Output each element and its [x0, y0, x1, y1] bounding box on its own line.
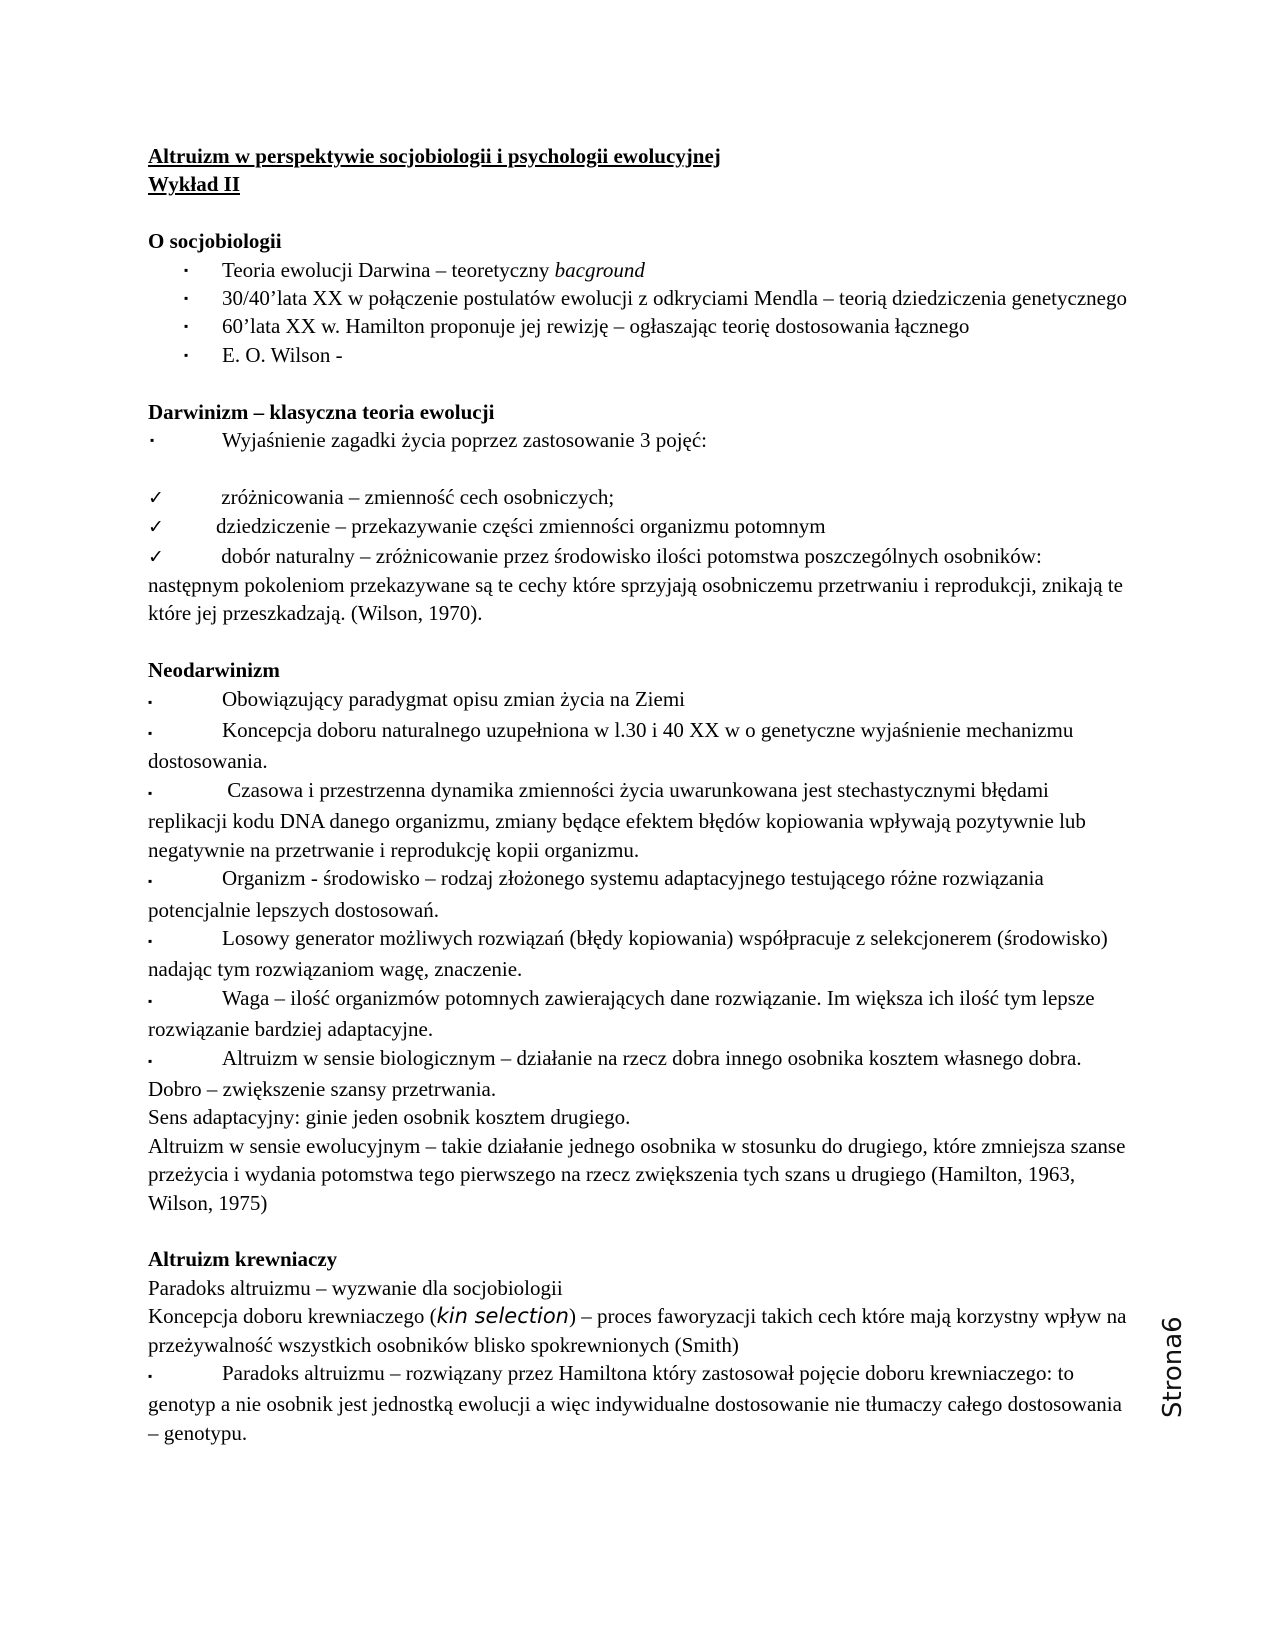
list-item: ▪ 30/40’lata XX w połączenie postulatów ewolucji z odkryciami Mendla – teorią dziedziczenia genetycznego	[222, 284, 1128, 312]
list-item: ▪ Obowiązujący paradygmat opisu zmian życia na Ziemi	[148, 685, 1128, 716]
paragraph: Koncepcja doboru krewniaczego (kin selection) – proces faworyzacji takich cech które mają korzystny wpływ na przeżywalność wszystkich osobników blisko spokrewnionych (Smith)	[148, 1304, 1127, 1357]
bullet-icon: ▪	[184, 319, 189, 334]
paragraph: Sens adaptacyjny: ginie jeden osobnik kosztem drugiego.	[148, 1105, 631, 1130]
list-item: ▪ Losowy generator możliwych rozwiązań (błędy kopiowania) współpracuje z selekcjonerem (środowisko) nadając tym rozwiązaniom wagę, znaczenie.	[148, 925, 1108, 982]
bullet-icon: ▪	[148, 1368, 153, 1383]
bullet-icon: ▪	[150, 433, 155, 448]
paragraph: Paradoks altruizmu – wyzwanie dla socjobiologii	[148, 1275, 563, 1300]
list-item: ▪ Koncepcja doboru naturalnego uzupełniona w l.30 i 40 XX w o genetyczne wyjaśnienie mechanizmu dostosowania.	[148, 718, 1074, 774]
checkmark-icon: ✓	[148, 545, 164, 568]
list-item: ▪ E. O. Wilson -	[222, 341, 1128, 369]
bullet-list-socjobiologia	[148, 256, 1128, 370]
list-item: ▪ Paradoks altruizmu – rozwiązany przez Hamiltona który zastosował pojęcie doboru krewniaczego: to genotyp a nie osobnik jest jednostką ewolucji a więc indywidualne dostosowanie nie tłumaczy całego dostosowania – genotypu.	[148, 1360, 1122, 1445]
check-item: ✓ dziedziczenie – przekazywanie części zmienności organizmu potomnym	[148, 512, 1128, 541]
checkmark-icon: ✓	[148, 486, 164, 509]
bullet-icon: ▪	[148, 694, 153, 709]
bullet-icon: ▪	[148, 993, 153, 1008]
list-item: ▪ Organizm - środowisko – rodzaj złożonego systemu adaptacyjnego testującego różne rozwiązania potencjalnie lepszych dostosowań.	[148, 866, 1044, 922]
section-heading-altruizm-krewniaczy: Altruizm krewniaczy	[148, 1247, 338, 1272]
list-item: ▪ 60’lata XX w. Hamilton proponuje jej rewizję – ogłaszając teorię dostosowania łącznego	[222, 312, 1128, 340]
bullet-icon: ▪	[184, 347, 189, 362]
list-item: ▪ Czasowa i przestrzenna dynamika zmienności życia uwarunkowana jest stechastycznymi błędami replikacji kodu DNA danego organizmu, zmiany będące efektem błędów kopiowania wpływają pozytywnie lub negatywnie na przetrwanie i reprodukcję kopii organizmu.	[148, 777, 1086, 862]
bullet-icon: ▪	[184, 262, 189, 277]
document-title: Altruizm w perspektywie socjobiologii i psychologii ewolucyjnej	[148, 144, 721, 168]
checkmark-icon: ✓	[148, 516, 164, 539]
list-item: ▪ Teoria ewolucji Darwina – teoretyczny bacground	[222, 256, 1128, 284]
bullet-icon: ▪	[148, 785, 153, 800]
bullet-icon: ▪	[148, 726, 153, 741]
section-heading-darwinizm: Darwinizm – klasyczna teoria ewolucji	[148, 399, 495, 424]
bullet-icon: ▪	[148, 1053, 153, 1068]
bullet-icon: ▪	[184, 291, 189, 306]
list-item: ▪ Wyjaśnienie zagadki życia poprzez zastosowanie 3 pojęć:	[148, 426, 1128, 454]
check-item: ✓ zróżnicowania – zmienność cech osobniczych;	[148, 483, 1128, 512]
lecture-subtitle: Wykład II	[148, 172, 241, 197]
bullet-icon: ▪	[148, 874, 153, 889]
check-item: ✓ dobór naturalny – zróżnicowanie przez środowisko ilości potomstwa poszczególnych osobników: następnym pokoleniom przekazywane są te cechy które sprzyjają osobniczemu przetrwaniu i reprodukcji, znikają te które jej przeszkadzają. (Wilson, 1970).	[148, 543, 1123, 626]
section-heading-neodarwinizm: Neodarwinizm	[148, 658, 280, 683]
section-heading-socjobiologia: O socjobiologii	[148, 229, 282, 254]
bullet-icon: ▪	[148, 933, 153, 948]
page-number-label: Strona6	[1158, 1316, 1188, 1418]
list-item: ▪ Altruizm w sensie biologicznym – działanie na rzecz dobra innego osobnika kosztem własnego dobra. Dobro – zwiększenie szansy przetrwania.	[148, 1045, 1082, 1101]
paragraph: Altruizm w sensie ewolucyjnym – takie działanie jednego osobnika w stosunku do drugiego, które zmniejsza szanse przeżycia i wydania potomstwa tego pierwszego na rzecz zwiększenia tych szans u drugiego (Hamilton, 1963, Wilson, 1975)	[148, 1133, 1126, 1215]
list-item: ▪ Waga – ilość organizmów potomnych zawierających dane rozwiązanie. Im większa ich ilość tym lepsze rozwiązanie bardziej adaptacyjne.	[148, 985, 1095, 1042]
document-body	[148, 142, 1128, 1447]
